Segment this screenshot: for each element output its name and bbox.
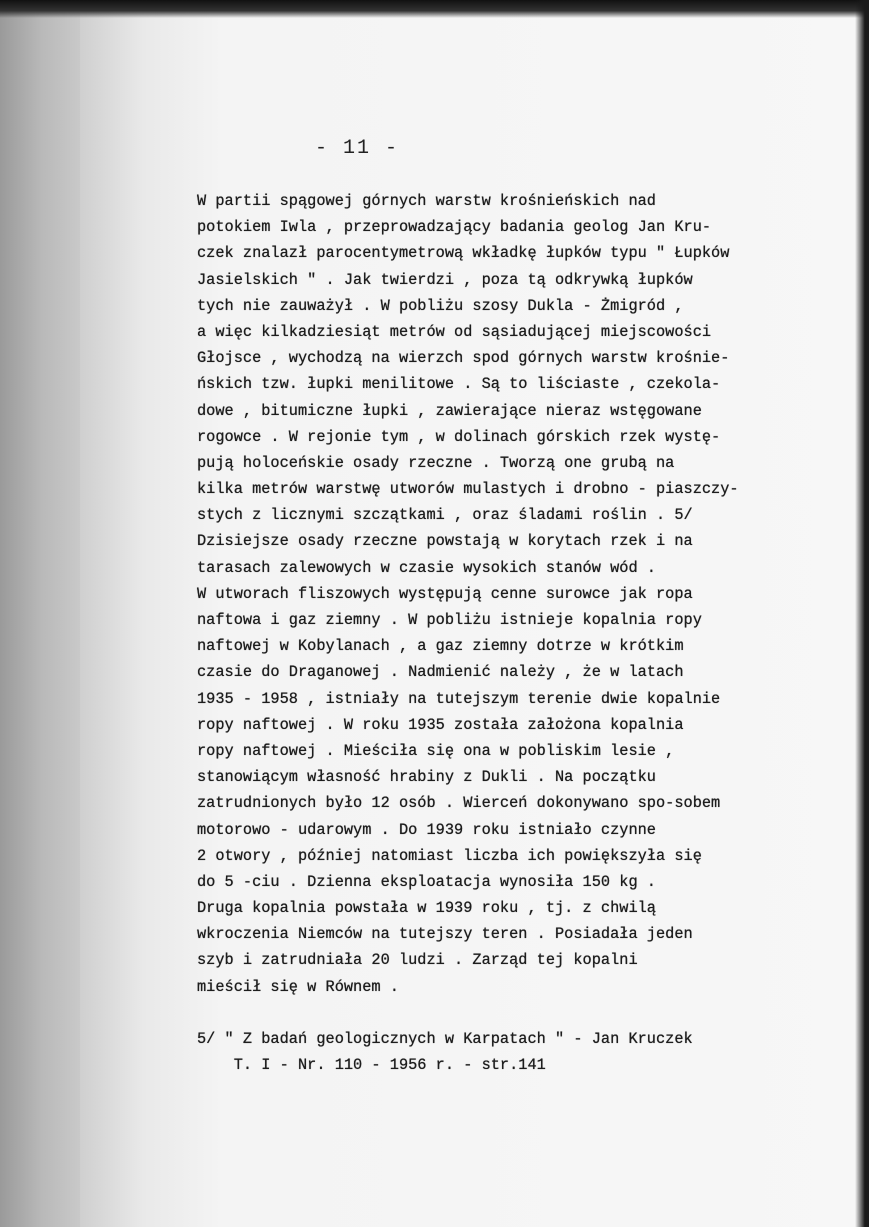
scan-right-edge [855,0,869,1227]
footnote-line: T. I - Nr. 110 - 1956 r. - str.141 [197,1056,546,1075]
footnote [197,1026,817,1078]
text-line: naftowa i gaz ziemny . W pobliżu istnieje kopalnia ropy [197,611,702,629]
text-line: czasie do Draganowej . Nadmienić należy , że w latach [197,663,684,682]
text-line: stych z licznymi szczątkami , oraz śladami roślin . 5/ [197,506,693,525]
text-line: a więc kilkadziesiąt metrów od sąsiadującej miejscowości [197,322,712,341]
text-line: ropy naftowej . Mieściła się ona w pobliskim lesie , [197,741,675,760]
text-line: Głojsce , wychodzą na wierzch spod górnych warstw krośnie- [197,349,730,368]
text-line: tych nie zauważył . W pobliżu szosy Dukla - Żmigród , [197,296,684,315]
text-line: czek znalazł parocentymetrową wkładkę łupków typu " Łupków [197,244,730,263]
text-line: 1935 - 1958 , istniały na tutejszym terenie dwie kopalnie [197,689,721,708]
text-line: do 5 -ciu . Dzienna eksploatacja wynosiła 150 kg . [197,872,656,891]
text-line: motorowo - udarowym . Do 1939 roku istniało czynne [197,820,656,839]
text-line: W utworach fliszowych występują cenne surowce jak ropa [197,584,693,603]
text-line: mieścił się w Równem . [197,977,399,996]
text-line: zatrudnionych było 12 osób . Wierceń dokonywano spo-sobem [197,794,721,813]
text-line: kilka metrów warstwę utworów mulastych i drobno - piaszczy- [197,480,739,499]
text-line: pują holoceńskie osady rzeczne . Tworzą one grubą na [197,453,675,472]
text-line: Jasielskich " . Jak twierdzi , poza tą odkrywką łupków [197,270,693,289]
text-line: szyb i zatrudniała 20 ludzi . Zarząd tej kopalni [197,951,638,970]
scan-top-edge [0,0,869,18]
body-text [197,188,817,1000]
text-line: Druga kopalnia powstała w 1939 roku , tj. z chwilą [197,899,656,918]
text-line: tarasach zalewowych w czasie wysokich stanów wód . [197,558,656,577]
text-line: 2 otwory , później natomiast liczba ich powiększyła się [197,846,702,865]
text-line: W partii spągowej górnych warstw krośnieńskich nad [197,192,656,210]
text-line: Dzisiejsze osady rzeczne powstają w korytach rzek i na [197,532,693,551]
text-line: stanowiącym własność hrabiny z Dukli . Na początku [197,768,656,787]
text-line: potokiem Iwla , przeprowadzający badania geolog Jan Kru- [197,218,712,237]
text-line: rogowce . W rejonie tym , w dolinach górskich rzek wystę- [197,427,721,446]
page-number: - 11 - [315,137,400,160]
text-line: naftowej w Kobylanach , a gaz ziemny dotrze w krótkim [197,637,684,656]
footnote-line: 5/ " Z badań geologicznych w Karpatach " - Jan Kruczek [197,1030,693,1048]
text-line: ńskich tzw. łupki menilitowe . Są to liściaste , czekola- [197,375,721,394]
text-line: wkroczenia Niemców na tutejszy teren . Posiadała jeden [197,925,693,944]
text-line: dowe , bitumiczne łupki , zawierające nieraz wstęgowane [197,401,702,420]
text-line: ropy naftowej . W roku 1935 została założona kopalnia [197,715,684,734]
